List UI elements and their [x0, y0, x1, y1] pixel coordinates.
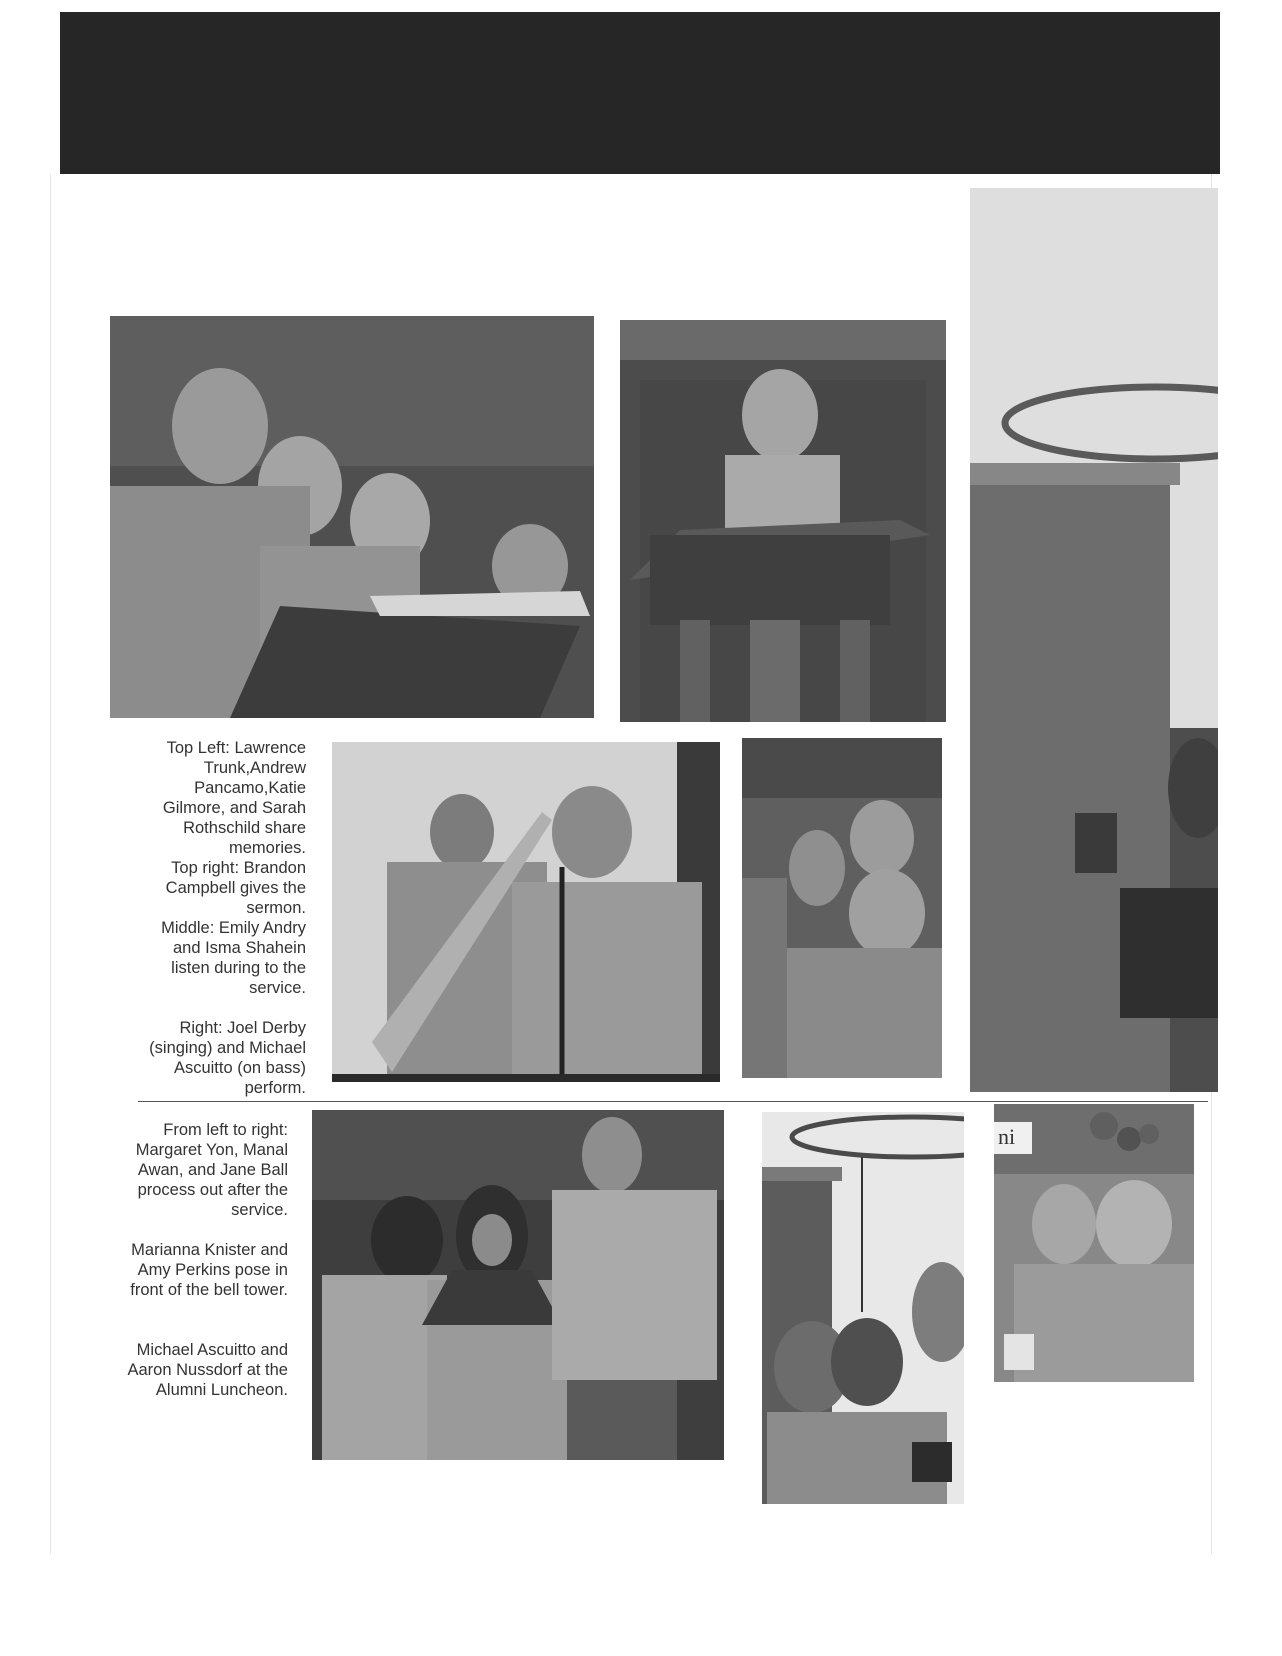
bottom-caption-block — [110, 1120, 288, 1400]
caption-top-left: Top Left: Lawrence Trunk,Andrew Pancamo,Katie Gilmore, and Sarah Rothschild share memories. — [162, 739, 306, 857]
caption-luncheon: Michael Ascuitto and Aaron Nussdorf at the Alumni Luncheon. — [127, 1341, 288, 1399]
luncheon-sign-text: ni — [998, 1124, 1016, 1149]
sermon-photo — [620, 320, 946, 722]
alumni-luncheon-photo — [994, 1104, 1194, 1382]
bell-tower-photo — [970, 188, 1218, 1092]
procession-photo — [312, 1110, 724, 1460]
top-caption-block — [130, 738, 306, 1098]
caption-procession: From left to right: Margaret Yon, Manal Awan, and Jane Ball process out after the service. — [135, 1121, 288, 1219]
caption-bell-tower: Marianna Knister and Amy Perkins pose in front of the bell tower. — [130, 1241, 288, 1299]
header-bar — [60, 12, 1220, 174]
caption-right: Right: Joel Derby (singing) and Michael Ascuitto (on bass) perform. — [149, 1019, 306, 1097]
caption-top-right: Top right: Brandon Campbell gives the sermon. — [165, 859, 306, 917]
tower-pose-photo — [762, 1112, 964, 1504]
band-performance-photo — [332, 742, 720, 1082]
page-edge-left — [50, 174, 51, 1554]
group-at-podium-photo — [110, 316, 594, 718]
listeners-photo — [742, 738, 942, 1078]
section-divider — [138, 1101, 1208, 1102]
caption-middle: Middle: Emily Andry and Isma Shahein listen during to the service. — [161, 919, 306, 997]
